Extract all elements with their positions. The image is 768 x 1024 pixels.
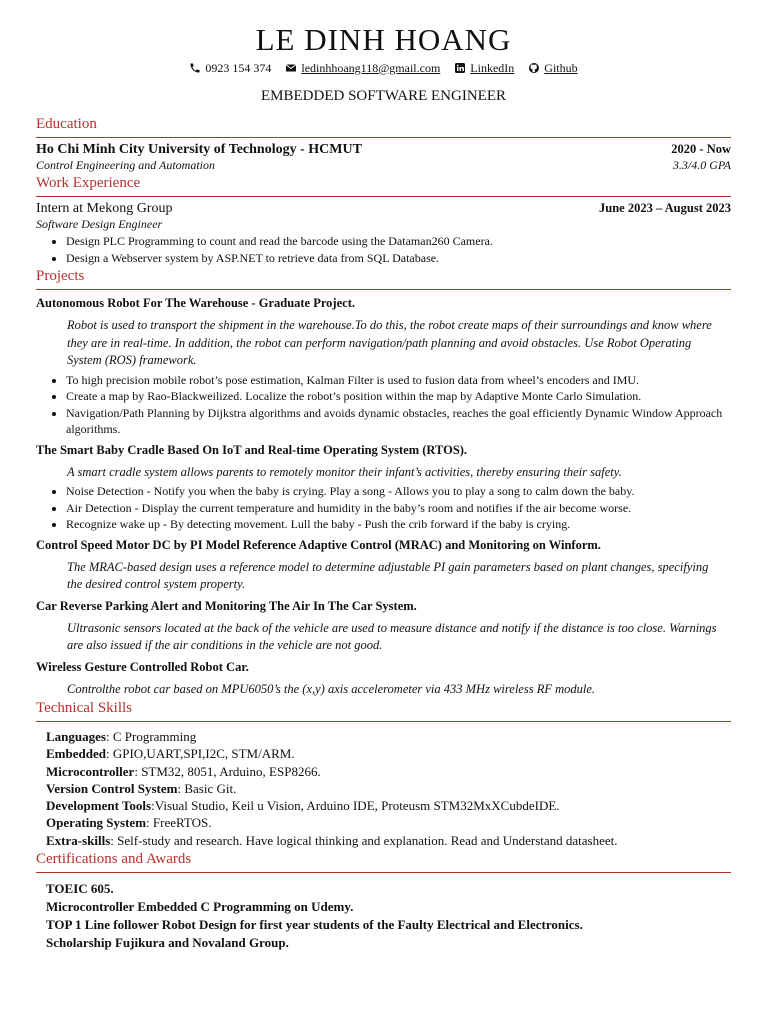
project-title: The Smart Baby Cradle Based On IoT and Real-time Operating System (RTOS). [36, 442, 468, 457]
skill-label: Microcontroller [46, 763, 135, 779]
cert-item: TOEIC 605. [46, 881, 114, 897]
education-years: 2020 - Now [671, 142, 731, 156]
skill-separator: : [110, 832, 118, 848]
phone-icon [189, 62, 201, 74]
skill-row [46, 780, 731, 797]
phone-contact[interactable] [189, 61, 271, 76]
school-name: Ho Chi Minh City University of Technology - HCMUT [36, 142, 362, 157]
skill-value: Visual Studio, Keil u Vision, Arduino IDE, Proteusm STM32MxXCubdeIDE. [154, 798, 560, 814]
work-entry [36, 201, 731, 266]
project-bullets [36, 483, 731, 533]
list-item: • Air Detection - Display the current temperature and humidity in the baby’s room and notifies if the air become worse. [66, 500, 731, 517]
linkedin-icon [454, 62, 466, 74]
list-item: • Navigation/Path Planning by Dijkstra algorithms and avoids dynamic obstacles, reaches the goal efficiently Dynamic Window Approach algorithms. [66, 405, 731, 438]
cert-item: Microcontroller Embedded C Programming on Udemy. [46, 899, 354, 915]
envelope-icon [285, 62, 297, 74]
project-description: The MRAC-based design uses a reference model to determine adjustable PI gain parameters based on plant changes, specifying the desired control system property. [67, 559, 709, 591]
work-bullets [36, 233, 731, 266]
skill-label: Embedded [46, 746, 106, 762]
list-item: • Noise Detection - Notify you when the baby is crying. Play a song - Allows you to play a song to calm down the baby. [66, 483, 731, 500]
list-item: • Recognize wake up - By detecting movement. Lull the baby - Push the crib forward if the baby is crying. [66, 516, 731, 533]
skill-row [46, 797, 731, 814]
skill-value: C Programming [112, 729, 197, 744]
github-link[interactable]: Github [544, 60, 578, 75]
skill-row [46, 728, 731, 745]
linkedin-contact[interactable] [454, 61, 514, 76]
list-item: • Design PLC Programming to count and read the barcode using the Dataman260 Camera. [66, 233, 731, 250]
github-icon [528, 62, 540, 74]
education-entry [36, 142, 731, 173]
project-entry [36, 443, 731, 533]
skill-value: GPIO,UART,SPI,I2C, STM/ARM. [112, 746, 295, 762]
project-title: Autonomous Robot For The Warehouse - Graduate Project. [36, 296, 355, 310]
education-major: Control Engineering and Automation [36, 158, 215, 172]
skill-row [46, 745, 731, 762]
project-description: Controlthe robot car based on MPU6050’s the (x,y) axis accelerometer via 433 MHz wireless RF module. [67, 681, 596, 696]
project-entry [36, 296, 731, 438]
projects-heading: Projects [36, 268, 731, 290]
certs-heading: Certifications and Awards [36, 851, 731, 873]
project-bullets [36, 372, 731, 438]
work-position: Software Design Engineer [36, 217, 163, 231]
skill-row [46, 814, 731, 831]
skill-separator: : [105, 729, 113, 744]
job-title: EMBEDDED SOFTWARE ENGINEER [261, 88, 506, 104]
list-item: • Design a Webserver system by ASP.NET to retrieve data from SQL Database. [66, 250, 731, 267]
project-description: Ultrasonic sensors located at the back of the vehicle are used to measure distance and notify if the distance is too close. Warnings are also issued if the air conditions in the vehicle are not good. [67, 620, 717, 652]
skill-label: Languages [46, 729, 106, 744]
project-description: Robot is used to transport the shipment in the warehouse.To do this, the robot create maps of their surroundings and know where they are in real-time. In addition, the robot can perform navigation/path planning and avoid obstacles. Use Robot Operating System (ROS) framework. [67, 318, 712, 367]
cert-item: TOP 1 Line follower Robot Design for first year students of the Faulty Electrical and Electronics. [46, 917, 583, 933]
work-heading: Work Experience [36, 175, 731, 197]
skills-heading: Technical Skills [36, 700, 731, 722]
skill-separator: : [134, 763, 142, 779]
project-entry [36, 538, 731, 594]
education-heading: Education [36, 116, 731, 138]
list-item: • To high precision mobile robot’s pose estimation, Kalman Filter is used to fusion data from wheel’s encoders and IMU. [66, 372, 731, 389]
skill-label: Operating System [46, 815, 147, 831]
skill-label: Version Control System [46, 780, 178, 796]
skills-list [46, 728, 731, 849]
phone-number: 0923 154 374 [205, 60, 272, 75]
education-gpa: 3.3/4.0 GPA [672, 158, 731, 172]
skill-label: Development Tools [46, 798, 152, 814]
skill-separator: : [146, 815, 153, 831]
skill-separator: : [177, 780, 185, 796]
skill-value: STM32, 8051, Arduino, ESP8266. [141, 763, 321, 779]
work-role: Intern at Mekong Group [36, 201, 173, 216]
linkedin-link[interactable]: LinkedIn [470, 60, 515, 75]
project-description: A smart cradle system allows parents to remotely monitor their infant’s activities, thereby ensuring their safety. [67, 464, 622, 479]
project-title: Control Speed Motor DC by PI Model Reference Adaptive Control (MRAC) and Monitoring on Winform. [36, 537, 601, 552]
resume-page [36, 0, 731, 952]
cert-item: Scholarship Fujikura and Novaland Group. [46, 935, 289, 951]
email-link[interactable]: ledinhhoang118@gmail.com [301, 60, 441, 75]
skill-row [46, 832, 731, 849]
skill-separator: : [105, 746, 113, 762]
email-contact[interactable] [285, 61, 440, 76]
skill-label: Extra-skills [46, 832, 111, 848]
contact-bar [36, 60, 731, 76]
skill-value: Basic Git. [184, 780, 237, 796]
project-title: Wireless Gesture Controlled Robot Car. [36, 659, 249, 674]
skill-separator: : [151, 798, 155, 814]
project-title: Car Reverse Parking Alert and Monitoring The Air In The Car System. [36, 598, 417, 613]
skill-value: FreeRTOS. [152, 815, 212, 831]
github-contact[interactable] [528, 61, 577, 76]
candidate-name: LE DINH HOANG [255, 22, 512, 57]
skill-value: Self-study and research. Have logical thinking and explanation. Read and Understand datasheet. [117, 832, 618, 848]
work-dates: June 2023 – August 2023 [599, 201, 731, 215]
project-entry [36, 599, 731, 655]
skill-row [46, 763, 731, 780]
certs-list [46, 880, 731, 952]
list-item: • Create a map by Rao-Blackweilized. Localize the robot’s position within the map by Adaptive Monte Carlo Simulation. [66, 388, 731, 405]
project-entry [36, 660, 731, 699]
